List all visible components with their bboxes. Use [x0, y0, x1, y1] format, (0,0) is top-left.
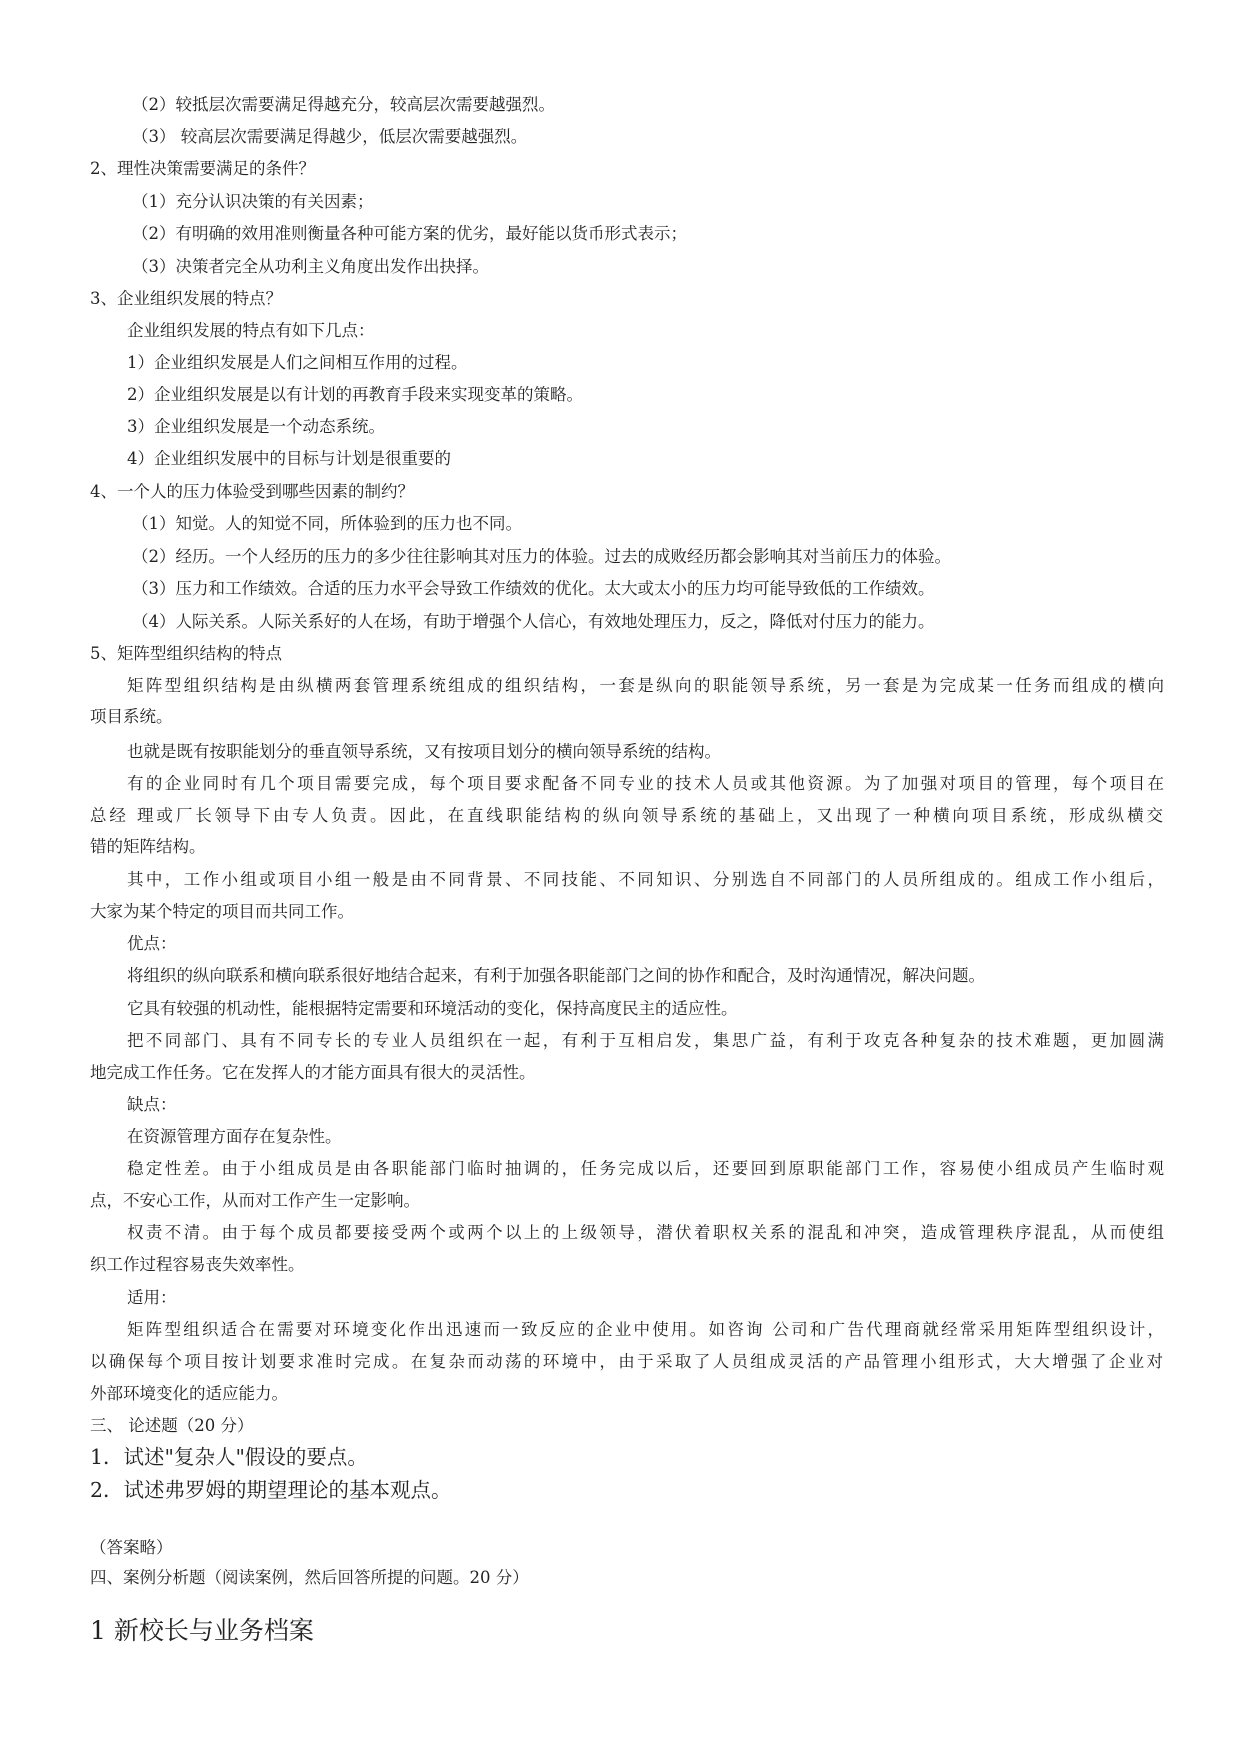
section-heading: 三、 论述题（20 分）: [90, 1416, 254, 1435]
text-line: （2）经历。一个人经历的压力的多少往往影响其对压力的体验。过去的成败经历都会影响其对当前压力的体验。: [132, 547, 951, 566]
text-line: 总经 理或厂长领导下由专人负责。因此，在直线职能结构的纵向领导系统的基础上，又出现了一种横向项目系统，形成纵横交: [90, 806, 1163, 825]
text-line: 在资源管理方面存在复杂性。: [127, 1127, 342, 1146]
text-line: （1）知觉。人的知觉不同，所体验到的压力也不同。: [132, 514, 522, 533]
text-line: 企业组织发展的特点有如下几点：: [127, 321, 375, 340]
text-line: 权责不清。由于每个成员都要接受两个或两个以上的上级领导，潜伏着职权关系的混乱和冲突，造成管理秩序混乱，从而使组: [127, 1223, 1164, 1242]
answer-note: （答案略）: [90, 1538, 173, 1557]
text-line: （2）有明确的效用准则衡量各种可能方案的优劣，最好能以货币形式表示；: [132, 224, 687, 243]
question-heading: 2、理性决策需要满足的条件？: [90, 159, 315, 178]
question-heading: 4、一个人的压力体验受到哪些因素的制约？: [90, 482, 414, 501]
question-heading: 3、企业组织发展的特点？: [90, 289, 282, 308]
text-line: 织工作过程容易丧失效率性。: [90, 1255, 305, 1274]
text-line: 2）企业组织发展是以有计划的再教育手段来实现变革的策略。: [127, 385, 583, 404]
text-line: 4）企业组织发展中的目标与计划是很重要的: [127, 449, 451, 468]
text-line: 将组织的纵向联系和横向联系很好地结合起来，有利于加强各职能部门之间的协作和配合，及时沟通情况，解决问题。: [127, 966, 985, 985]
text-line: 适用：: [127, 1288, 177, 1307]
text-line: 有的企业同时有几个项目需要完成，每个项目要求配备不同专业的技术人员或其他资源。为了加强对项目的管理，每个项目在: [127, 774, 1164, 793]
text-line: 缺点：: [127, 1095, 177, 1114]
text-line: 其中，工作小组或项目小组一般是由不同背景、不同技能、不同知识、分别选自不同部门的人员所组成的。组成工作小组后，: [127, 870, 1164, 889]
essay-question: 2．试述弗罗姆的期望理论的基本观点。: [90, 1478, 452, 1502]
text-line: （3）压力和工作绩效。合适的压力水平会导致工作绩效的优化。太大或太小的压力均可能导致低的工作绩效。: [132, 579, 935, 598]
text-line: 它具有较强的机动性，能根据特定需要和环境活动的变化，保持高度民主的适应性。: [127, 999, 738, 1018]
essay-question: 1．试述"复杂人"假设的要点。: [90, 1445, 368, 1469]
text-line: （4）人际关系。人际关系好的人在场，有助于增强个人信心，有效地处理压力，反之，降低对付压力的能力。: [132, 612, 935, 631]
text-line: 3）企业组织发展是一个动态系统。: [127, 417, 385, 436]
text-line: 1）企业组织发展是人们之间相互作用的过程。: [127, 353, 468, 372]
case-title: 1 新校长与业务档案: [90, 1616, 314, 1645]
text-line: 矩阵型组织适合在需要对环境变化作出迅速而一致反应的企业中使用。如咨询 公司和广告代理商就经常采用矩阵型组织设计，: [127, 1320, 1164, 1339]
text-line: （2）较抵层次需要满足得越充分，较高层次需要越强烈。: [132, 95, 555, 114]
section-heading: 四、案例分析题（阅读案例，然后回答所提的问题。20 分）: [90, 1568, 529, 1587]
question-heading: 5、矩阵型组织结构的特点: [90, 644, 282, 663]
text-line: 地完成工作任务。它在发挥人的才能方面具有很大的灵活性。: [90, 1063, 536, 1082]
text-line: 错的矩阵结构。: [90, 837, 206, 856]
text-line: （1）充分认识决策的有关因素；: [132, 192, 374, 211]
text-line: （3）决策者完全从功利主义角度出发作出抉择。: [132, 257, 489, 276]
text-line: 优点：: [127, 934, 177, 953]
text-line: （3） 较高层次需要满足得越少，低层次需要越强烈。: [132, 127, 528, 146]
text-line: 把不同部门、具有不同专长的专业人员组织在一起，有利于互相启发，集思广益，有利于攻克各种复杂的技术难题，更加圆满: [127, 1031, 1164, 1050]
text-line: 外部环境变化的适应能力。: [90, 1384, 288, 1403]
text-line: 以确保每个项目按计划要求准时完成。在复杂而动荡的环境中，由于采取了人员组成灵活的产品管理小组形式，大大增强了企业对: [90, 1352, 1163, 1371]
text-line: 项目系统。: [90, 707, 173, 726]
text-line: 也就是既有按职能划分的垂直领导系统，又有按项目划分的横向领导系统的结构。: [127, 742, 721, 761]
text-line: 稳定性差。由于小组成员是由各职能部门临时抽调的，任务完成以后，还要回到原职能部门工作，容易使小组成员产生临时观: [127, 1159, 1164, 1178]
text-line: 大家为某个特定的项目而共同工作。: [90, 902, 354, 921]
text-line: 矩阵型组织结构是由纵横两套管理系统组成的组织结构，一套是纵向的职能领导系统，另一套是为完成某一任务而组成的横向: [127, 676, 1164, 695]
text-line: 点，不安心工作，从而对工作产生一定影响。: [90, 1191, 420, 1210]
